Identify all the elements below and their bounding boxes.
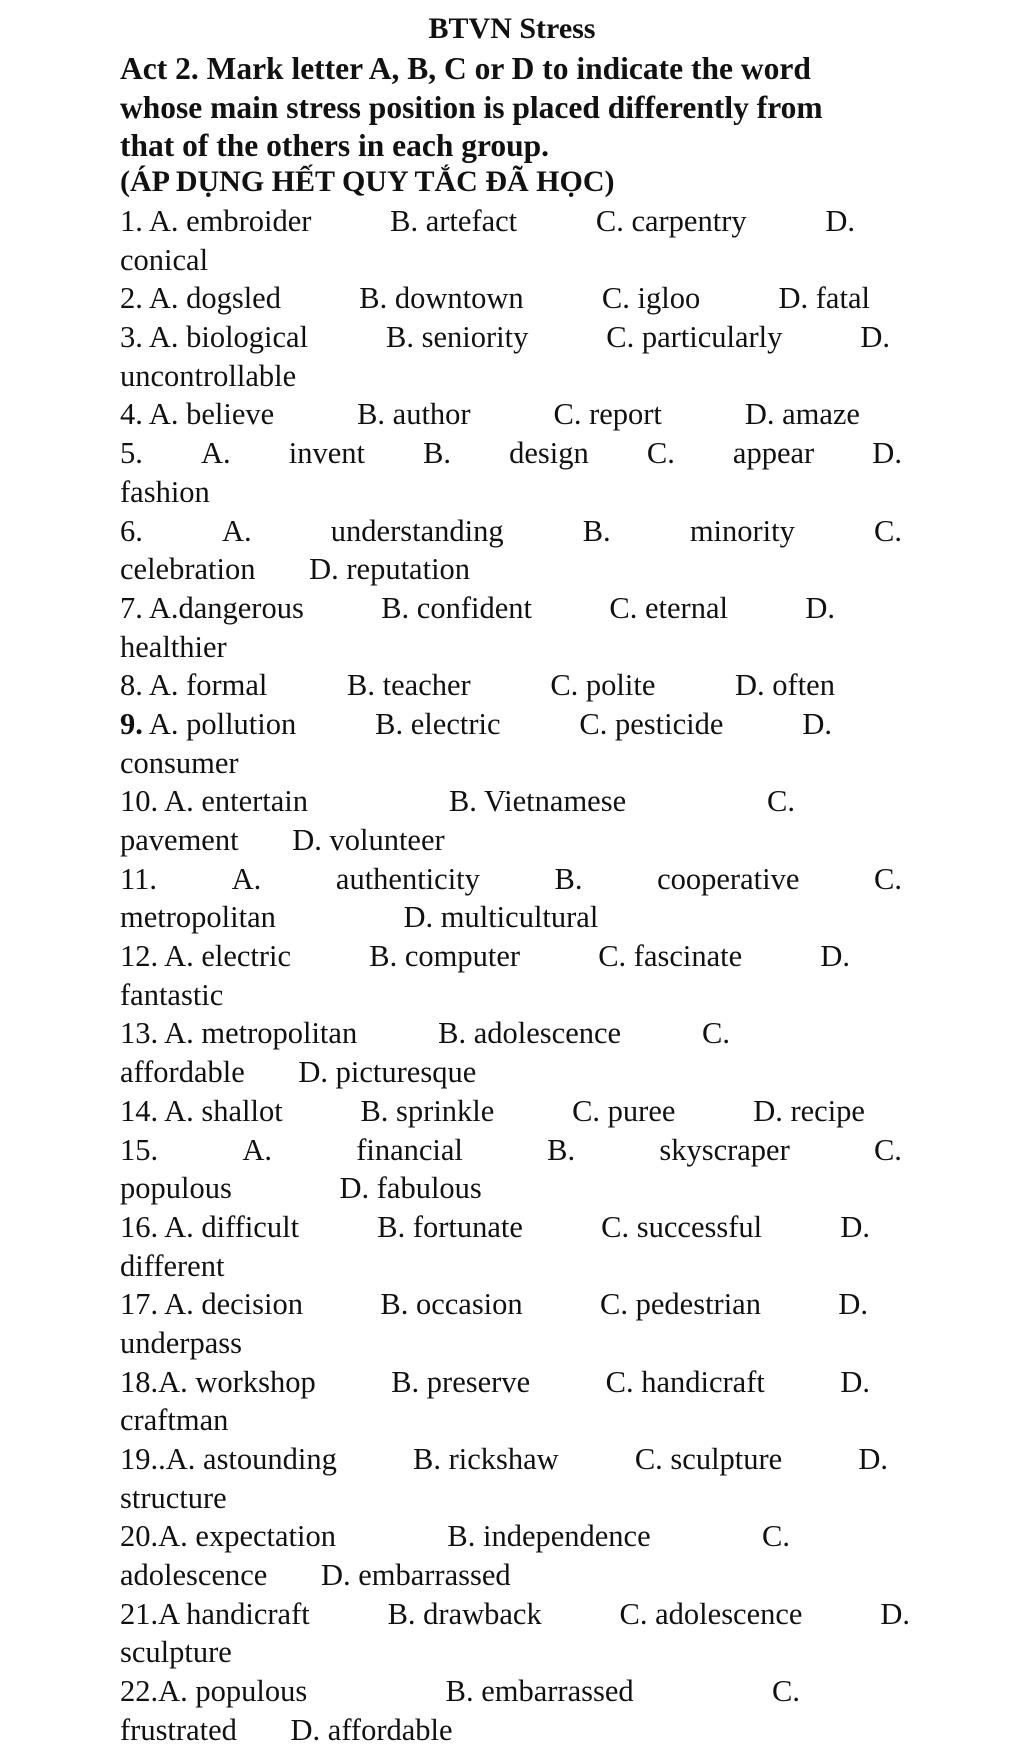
q5-option-b-word: design (509, 436, 589, 471)
q15-option-b-label: B. (547, 1132, 576, 1167)
q13-option-c-word: affordable (120, 1055, 245, 1090)
q20-option-b: B. independence (447, 1519, 651, 1554)
q2-option-b: B. downtown (359, 281, 524, 316)
q18-option-b: B. preserve (391, 1364, 531, 1399)
q12-option-d-word: fantastic (120, 977, 224, 1012)
q3-option-c: C. particularly (606, 320, 783, 355)
question-1-line-1 (120, 202, 910, 241)
question-9-line-2 (120, 744, 910, 783)
q12-option-d-label: D. (820, 939, 850, 974)
question-22-line-2 (120, 1711, 910, 1750)
q13-option-a: 13. A. metropolitan (120, 1016, 358, 1051)
question-15-line-2 (120, 1169, 910, 1208)
q15-option-c-word: populous (120, 1171, 232, 1206)
question-1-line-2 (120, 241, 910, 280)
question-21-line-1 (120, 1595, 910, 1634)
q18-option-c: C. handicraft (605, 1364, 765, 1399)
q4-option-b: B. author (357, 397, 471, 432)
q5-option-a-word: invent (288, 436, 365, 471)
q20-option-a: 20.A. expectation (120, 1519, 336, 1554)
question-18-line-1 (120, 1363, 910, 1402)
q11-option-b-label: B. (554, 861, 583, 896)
q8-option-c: C. polite (550, 668, 656, 703)
question-3-line-1 (120, 318, 910, 357)
question-18-line-2 (120, 1401, 910, 1440)
q17-option-d-word: underpass (120, 1325, 242, 1360)
question-10-line-1 (120, 782, 910, 821)
question-list (120, 202, 910, 1750)
question-13-line-1 (120, 1014, 910, 1053)
q9-option-a (120, 705, 296, 744)
q19-option-d-label: D. (858, 1442, 888, 1476)
q19-option-c: C. sculpture (634, 1442, 783, 1476)
q17-option-c: C. pedestrian (600, 1287, 761, 1322)
q3-option-d-word: uncontrollable (120, 358, 297, 393)
q12-option-c: C. fascinate (598, 939, 743, 974)
q7-option-c: C. eternal (609, 590, 728, 625)
q10-option-a: 10. A. entertain (120, 784, 309, 819)
instruction-line: whose main stress position is placed differently from (120, 89, 823, 125)
question-4-line-1 (120, 395, 910, 434)
q20-option-c-label: C. (762, 1519, 790, 1554)
q21-option-a: 21.A handicraft (120, 1596, 310, 1631)
question-17-line-2 (120, 1324, 910, 1363)
question-6-line-1 (120, 512, 910, 551)
q11-option-c-word: metropolitan (120, 900, 276, 935)
q15-option-d: D. fabulous (339, 1171, 482, 1206)
q14-option-c: C. puree (572, 1093, 676, 1128)
q5-option-b-label: B. (423, 436, 452, 471)
q16-option-d-label: D. (840, 1209, 870, 1244)
q9-option-c: C. pesticide (579, 706, 724, 741)
q22-option-a: 22.A. populous (120, 1674, 308, 1709)
question-2-line-1 (120, 279, 910, 318)
question-11-line-1 (120, 860, 910, 899)
question-6-line-2 (120, 550, 910, 589)
question-7-line-2 (120, 628, 910, 667)
q4-option-a: 4. A. believe (120, 397, 275, 432)
q4-option-d: D. amaze (744, 397, 860, 432)
q6-option-a-word: understanding (330, 513, 504, 548)
question-11-line-2 (120, 898, 910, 937)
q6-option-c-label: C. (874, 513, 902, 548)
q5-option-d-label: D. (872, 436, 902, 471)
q17-option-b: B. occasion (380, 1287, 523, 1322)
q20-option-d: D. embarrassed (320, 1558, 511, 1593)
q3-option-b: B. seniority (385, 320, 529, 355)
q16-option-a: 16. A. difficult (120, 1209, 300, 1244)
q8-option-a: 8. A. formal (120, 668, 268, 703)
q11-option-a-label: A. (231, 861, 262, 896)
q18-option-d-word: craftman (120, 1403, 229, 1438)
q16-option-c: C. successful (601, 1209, 763, 1244)
q10-option-d: D. volunteer (292, 823, 445, 857)
rule-note: (ÁP DỤNG HẾT QUY TẮC ĐÃ HỌC) (120, 165, 615, 198)
q14-option-a: 14. A. shallot (120, 1093, 283, 1128)
question-5-line-2 (120, 473, 910, 512)
question-19-line-2 (120, 1479, 910, 1518)
q1-option-d-label: D. (825, 204, 855, 238)
q9-option-b: B. electric (375, 706, 501, 741)
q21-option-d-label: D. (880, 1596, 910, 1631)
q21-option-c: C. adolescence (619, 1596, 803, 1631)
q3-option-d-label: D. (860, 320, 890, 355)
q14-option-b: B. sprinkle (360, 1093, 495, 1128)
q22-option-b: B. embarrassed (445, 1674, 634, 1709)
question-20-line-1 (120, 1517, 910, 1556)
q18-option-a: 18.A. workshop (120, 1364, 316, 1399)
q20-option-c-word: adolescence (120, 1558, 268, 1593)
q8-option-d: D. often (735, 668, 835, 703)
question-21-line-2 (120, 1633, 910, 1672)
q7-option-d-label: D. (805, 590, 835, 625)
q6-option-a-label: A. (222, 513, 252, 548)
question-22-line-1 (120, 1672, 910, 1711)
question-10-line-2 (120, 821, 910, 860)
q22-option-c-word: frustrated (120, 1712, 237, 1747)
instruction-line: Act 2. Mark letter A, B, C or D to indicate the word (120, 51, 811, 86)
question-5-line-1 (120, 434, 910, 473)
instruction-text (120, 50, 910, 166)
q12-option-a: 12. A. electric (120, 939, 292, 974)
q5-option-c-word: appear (732, 436, 815, 471)
q9-option-d-word: consumer (120, 745, 239, 780)
q6-option-b-word: minority (689, 513, 795, 548)
worksheet-title: BTVN Stress (428, 12, 596, 45)
question-14-line-1 (120, 1092, 910, 1131)
q6-option-b-label: B. (582, 513, 611, 548)
question-3-line-2 (120, 357, 910, 396)
q15-option-c-label: C. (873, 1132, 902, 1167)
q19-option-b: B. rickshaw (413, 1442, 559, 1476)
q22-option-c-label: C. (772, 1674, 800, 1709)
question-12-line-1 (120, 937, 910, 976)
q22-option-d: D. affordable (290, 1712, 453, 1747)
question-19-line-1 (120, 1440, 910, 1479)
question-12-line-2 (120, 976, 910, 1015)
q5-option-c-label: C. (646, 436, 675, 471)
q10-option-c-label: C. (767, 784, 795, 819)
q7-option-d-word: healthier (120, 629, 227, 664)
question-15-line-1 (120, 1131, 910, 1170)
q10-option-c-word: pavement (120, 823, 239, 857)
q19-option-d-word: structure (120, 1480, 227, 1515)
q5-option-d-word: fashion (120, 474, 210, 509)
q1-option-c: C. carpentry (595, 204, 747, 238)
q1-option-b: B. artefact (390, 204, 518, 238)
q11-option-a-word: authenticity (335, 861, 480, 896)
q9-option-d-label: D. (802, 706, 832, 741)
q3-option-a: 3. A. biological (120, 320, 309, 355)
q15-number: 15. (120, 1132, 159, 1167)
q6-number: 6. (120, 513, 143, 548)
q10-option-b: B. Vietnamese (448, 784, 627, 819)
question-17-line-1 (120, 1285, 910, 1324)
q13-option-b: B. adolescence (438, 1016, 622, 1051)
q16-option-b: B. fortunate (377, 1209, 523, 1244)
q15-option-a-word: financial (356, 1132, 463, 1167)
question-16-line-2 (120, 1247, 910, 1286)
q1-option-d-word: conical (120, 242, 209, 277)
q5-option-a-label: A. (200, 436, 231, 471)
q7-option-b: B. confident (381, 590, 532, 625)
question-8-line-1 (120, 666, 910, 705)
q2-option-d: D. fatal (778, 281, 870, 316)
q9-number: 9. (120, 706, 143, 741)
q2-option-c: C. igloo (601, 281, 701, 316)
q5-number: 5. (120, 436, 143, 471)
q17-option-a: 17. A. decision (120, 1287, 303, 1322)
q2-option-a: 2. A. dogsled (120, 281, 281, 316)
question-9-line-1 (120, 705, 910, 744)
question-7-line-1 (120, 589, 910, 628)
q16-option-d-word: different (120, 1248, 225, 1283)
q7-option-a: 7. A.dangerous (120, 590, 304, 625)
q11-number: 11. (120, 861, 157, 896)
q18-option-d-label: D. (840, 1364, 870, 1399)
q11-option-d: D. multicultural (403, 900, 599, 935)
q21-option-d-word: sculpture (120, 1635, 232, 1670)
q13-option-d: D. picturesque (298, 1055, 477, 1090)
q19-option-a: 19..A. astounding (120, 1442, 337, 1476)
q6-option-d: D. reputation (309, 552, 471, 587)
question-20-line-2 (120, 1556, 910, 1595)
question-13-line-2 (120, 1053, 910, 1092)
q17-option-d-label: D. (838, 1287, 868, 1322)
question-16-line-1 (120, 1208, 910, 1247)
q1-option-a: 1. A. embroider (120, 204, 312, 238)
q15-option-b-word: skyscraper (659, 1132, 790, 1167)
instruction-line: that of the others in each group. (120, 128, 550, 163)
q6-option-c-word: celebration (120, 552, 256, 587)
q12-option-b: B. computer (369, 939, 521, 974)
q11-option-b-word: cooperative (657, 861, 800, 896)
q4-option-c: C. report (553, 397, 662, 432)
q21-option-b: B. drawback (387, 1596, 542, 1631)
q15-option-a-label: A. (242, 1132, 272, 1167)
q13-option-c-label: C. (702, 1016, 730, 1051)
q8-option-b: B. teacher (347, 668, 471, 703)
q11-option-c-label: C. (874, 861, 902, 896)
q14-option-d: D. recipe (753, 1093, 865, 1128)
q9-option-a-word: A. pollution (142, 706, 297, 741)
